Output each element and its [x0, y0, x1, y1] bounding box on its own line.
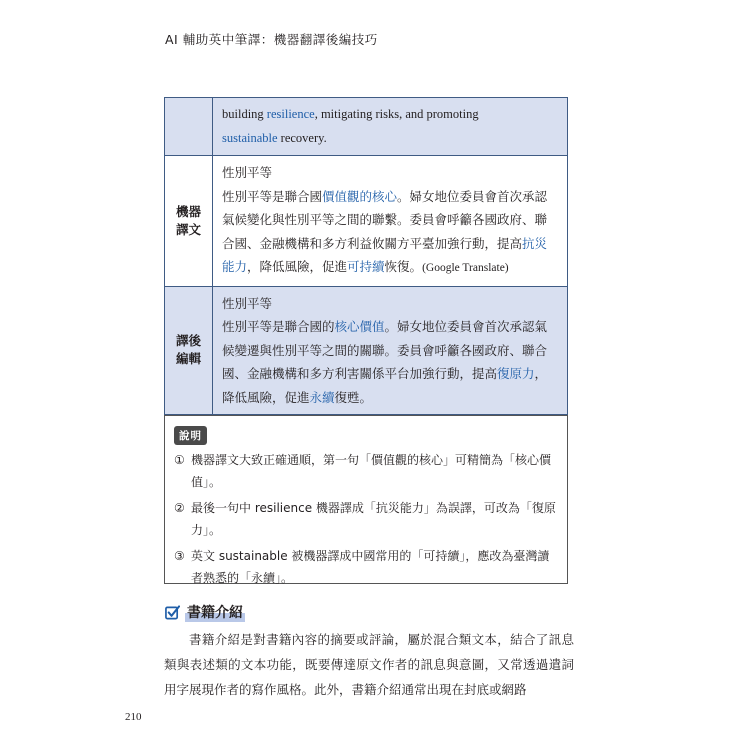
explanation-tag: 說明	[174, 426, 207, 445]
translation-comparison-table	[164, 97, 568, 415]
item-number: ②	[174, 501, 185, 515]
mt-body: 性別平等是聯合國價值觀的核心。婦女地位委員會首次承認氣候變化與性別平等之間的聯繫。委員會呼籲各國政府、聯合國、金融機構和多方利益攸關方平臺加強行動，提高抗災能力，降低風險，促進可持續恢復。(Google Translate)	[222, 188, 548, 274]
list-item	[174, 545, 558, 589]
item-text: 最後一句中 resilience 機器譯成「抗災能力」為誤譯，可改為「復原力」。	[191, 501, 556, 537]
explanation-box	[164, 415, 568, 584]
table-row-machine-translation	[165, 156, 568, 287]
explanation-list	[174, 449, 558, 589]
highlight-mt-resilience: 抗災能力	[222, 235, 548, 274]
highlight-mt-value: 價值觀的核心	[322, 188, 398, 204]
item-number: ③	[174, 549, 185, 563]
label-line: 譯文	[175, 221, 201, 237]
highlight-resilience: resilience	[266, 107, 315, 121]
source-text: recovery.	[277, 130, 327, 145]
item-number: ①	[174, 453, 185, 467]
highlight-pe-value: 核心價值	[334, 319, 385, 334]
highlight-sustainable: sustainable	[222, 130, 278, 145]
pe-body: 性別平等是聯合國的核心價值。婦女地位委員會首次承認氣候變遷與性別平等之間的關聯。委員會呼籲各國政府、聯合國、金融機構和多方利害關係平台加強行動，提高復原力，降低風險，促進永續復甦。	[222, 319, 548, 405]
item-text: 機器譯文大致正確通順，第一句「價值觀的核心」可精簡為「核心價值」。	[191, 453, 552, 489]
checkbox-icon	[165, 605, 180, 620]
highlight-pe-resilience: 復原力	[497, 366, 535, 381]
mt-source-note: (Google Translate)	[422, 262, 509, 274]
page-number: 210	[125, 711, 142, 723]
source-text: building	[222, 107, 267, 121]
mt-title: 性別平等	[222, 165, 273, 180]
list-item	[174, 497, 558, 541]
table-row-post-editing	[165, 286, 568, 415]
row-label-machine-translation	[165, 156, 213, 287]
label-line: 編輯	[175, 351, 201, 367]
highlight-mt-sustainable: 可持續	[347, 259, 385, 274]
body-paragraph	[164, 627, 574, 702]
table-row-source-english	[165, 98, 568, 156]
highlight-pe-sustainable: 永續	[309, 389, 335, 405]
label-line: 譯後	[175, 333, 201, 349]
label-line: 機器	[175, 203, 201, 219]
source-text-cell	[213, 98, 568, 156]
paragraph-text: 書籍介紹是對書籍內容的摘要或評論，屬於混合類文本，結合了訊息類與表述類的文本功能，既要傳達原文作者的訊息與意圖，又常透過遣詞用字展現作者的寫作風格。此外，書籍介紹通常出現在封底或網路	[164, 632, 574, 697]
source-text: , mitigating risks, and promoting	[314, 107, 479, 121]
list-item	[174, 449, 558, 493]
section-title: 書籍介紹	[185, 602, 245, 622]
section-heading	[165, 602, 245, 622]
row-label	[165, 98, 213, 156]
pe-title: 性別平等	[222, 295, 273, 311]
post-editing-cell	[213, 286, 568, 415]
item-text: 英文 sustainable 被機器譯成中國常用的「可持續」，應改為臺灣讀者熟悉的「永續」。	[191, 549, 550, 585]
running-head: AI 輔助英中筆譯：機器翻譯後編技巧	[165, 32, 378, 47]
machine-translation-cell	[213, 156, 568, 287]
row-label-post-editing	[165, 286, 213, 415]
